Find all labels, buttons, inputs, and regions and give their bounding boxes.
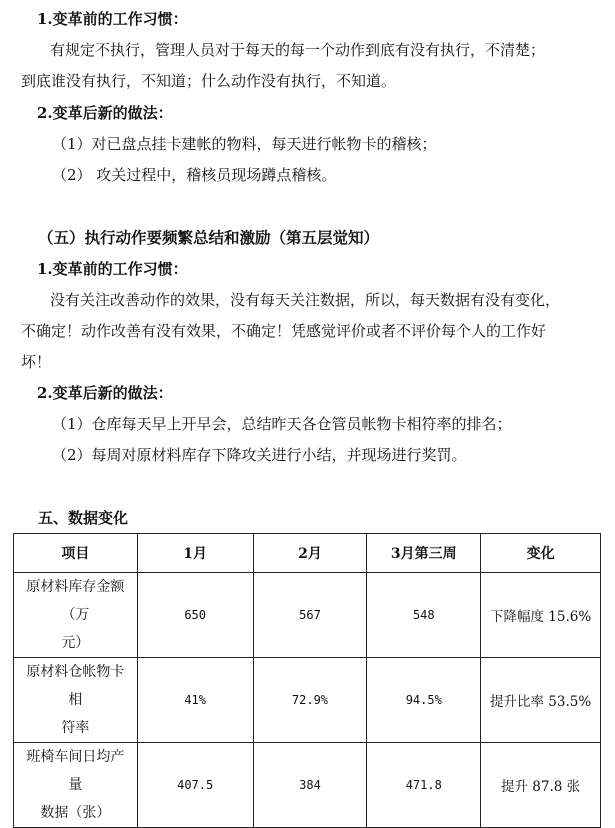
section5-before-text-2: 不确定！动作改善有没有效果，不确定！凭感觉评价或者不评价每个人的工作好 [21, 322, 547, 340]
section5-heading-after: 2.变革后新的做法： [37, 384, 173, 402]
section5-before-text-1: 没有关注改善动作的效果，没有每天关注数据，所以，每天数据有没有变化， [50, 291, 561, 309]
header-jan: 1月 [137, 534, 253, 573]
table-row [14, 658, 601, 743]
section5-before-text-3: 坏！ [21, 353, 52, 371]
row-item-line2: 元） [61, 635, 90, 651]
block1-after-item-1: （1）对已盘点挂卡建帐的物料，每天进行帐物卡的稽核； [52, 135, 437, 153]
row-item-label [14, 743, 138, 828]
cell-change: 提升比率 53.5% [481, 658, 601, 743]
cell-feb: 384 [253, 743, 367, 828]
section5-heading-before: 1.变革前的工作习惯： [37, 260, 188, 278]
block1-heading-before: 1.变革前的工作习惯： [37, 10, 188, 28]
data-change-table [13, 533, 601, 828]
block1-after-item-2: （2） 攻关过程中，稽核员现场蹲点稽核。 [52, 166, 337, 184]
table-header-row [14, 534, 601, 573]
header-feb: 2月 [253, 534, 367, 573]
cell-feb: 72.9% [253, 658, 367, 743]
row-item-line1: 班椅车间日均产量 [26, 749, 125, 793]
cell-feb: 567 [253, 573, 367, 658]
section5-after-item-2: （2）每周对原材料库存下降攻关进行小结，并现场进行奖罚。 [52, 446, 467, 464]
header-mar-week3: 3月第三周 [367, 534, 481, 573]
cell-change: 提升 87.8 张 [481, 743, 601, 828]
table-row [14, 743, 601, 828]
cell-change: 下降幅度 15.6% [481, 573, 601, 658]
cell-mar-week3: 471.8 [367, 743, 481, 828]
data-section-title: 五、数据变化 [38, 509, 129, 527]
row-item-line2: 符率 [61, 720, 90, 736]
header-item: 项目 [14, 534, 138, 573]
cell-jan: 650 [137, 573, 253, 658]
table-row [14, 573, 601, 658]
row-item-label [14, 573, 138, 658]
block1-before-text-1: 有规定不执行，管理人员对于每天的每一个动作到底有没有执行，不清楚； [50, 41, 546, 59]
cell-jan: 41% [137, 658, 253, 743]
block1-heading-after: 2.变革后新的做法： [37, 104, 173, 122]
section5-title: （五）执行动作要频繁总结和激励（第五层觉知） [38, 228, 380, 247]
block1-before-text-2: 到底谁没有执行，不知道；什么动作没有执行，不知道。 [21, 72, 397, 90]
row-item-line1: 原材料库存金额（万 [26, 579, 125, 623]
row-item-label [14, 658, 138, 743]
cell-mar-week3: 94.5% [367, 658, 481, 743]
cell-jan: 407.5 [137, 743, 253, 828]
row-item-line1: 原材料仓帐物卡相 [26, 664, 125, 708]
cell-mar-week3: 548 [367, 573, 481, 658]
row-item-line2: 数据（张） [40, 805, 111, 821]
section5-after-item-1: （1）仓库每天早上开早会，总结昨天各仓管员帐物卡相符率的排名； [52, 415, 512, 433]
header-change: 变化 [481, 534, 601, 573]
